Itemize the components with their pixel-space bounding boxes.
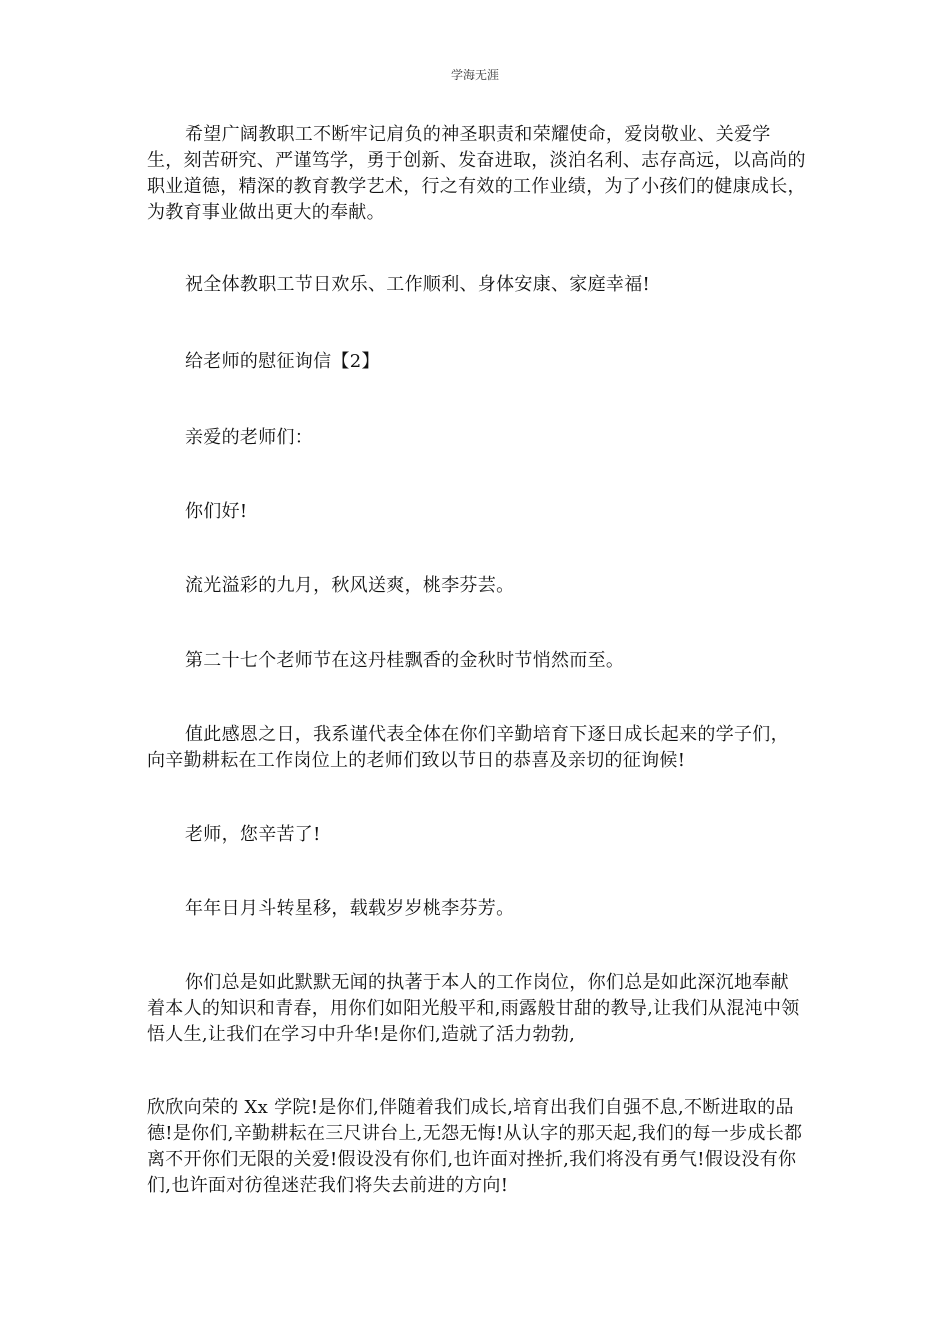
- paragraph-college: 欣欣向荣的 Xx 学院!是你们,伴随着我们成长,培育出我们自强不息,不断进取的品德!是你们,辛勤耕耘在三尺讲台上,无怨无悔!从认字的那天起,我们的每一步成长都离不开你们无限的关爱!假设没有你们,也许面对挫折,我们将没有勇气!假设没有你们,也许面对彷徨迷茫我们将失去前进的方向!: [147, 1097, 803, 1196]
- paragraph-wish: 希望广阔教职工不断牢记肩负的神圣职责和荣耀使命，爱岗敬业、关爱学生，刻苦研究、严谨笃学，勇于创新、发奋进取，淡泊名利、志存高远，以高尚的职业道德，精深的教育教学艺术，行之有效的工作业绩，为了小孩们的健康成长，为教育事业做出更大的奉献。: [147, 124, 806, 223]
- paragraph-thanks: 老师，您辛苦了!: [185, 824, 321, 845]
- letter-salutation: 亲爱的老师们：: [185, 427, 314, 448]
- paragraph-blessing: 祝全体教职工节日欢乐、工作顺利、身体安康、家庭幸福!: [185, 274, 651, 295]
- paragraph-teachers-day: 第二十七个老师节在这丹桂飘香的金秋时节悄然而至。: [185, 650, 625, 671]
- paragraph-dedication: 你们总是如此默默无闻的执著于本人的工作岗位，你们总是如此深沉地奉献着本人的知识和青春，用你们如阳光般平和,雨露般甘甜的教导,让我们从混沌中领悟人生,让我们在学习中升华!是你们,造就了活力勃勃,: [147, 972, 800, 1045]
- paragraph-september: 流光溢彩的九月，秋风送爽，桃李芬芸。: [185, 575, 515, 596]
- letter-title: 给老师的慰征询信【2】: [185, 351, 380, 372]
- page-header-title: 学海无涯: [450, 68, 499, 82]
- letter-greeting: 你们好!: [185, 501, 248, 522]
- paragraph-years: 年年日月斗转星移，载载岁岁桃李芬芳。: [185, 898, 515, 919]
- paragraph-gratitude: 值此感恩之日，我系谨代表全体在你们辛勤培育下逐日成长起来的学子们，向辛勤耕耘在工作岗位上的老师们致以节日的恭喜及亲切的征询候!: [147, 724, 789, 771]
